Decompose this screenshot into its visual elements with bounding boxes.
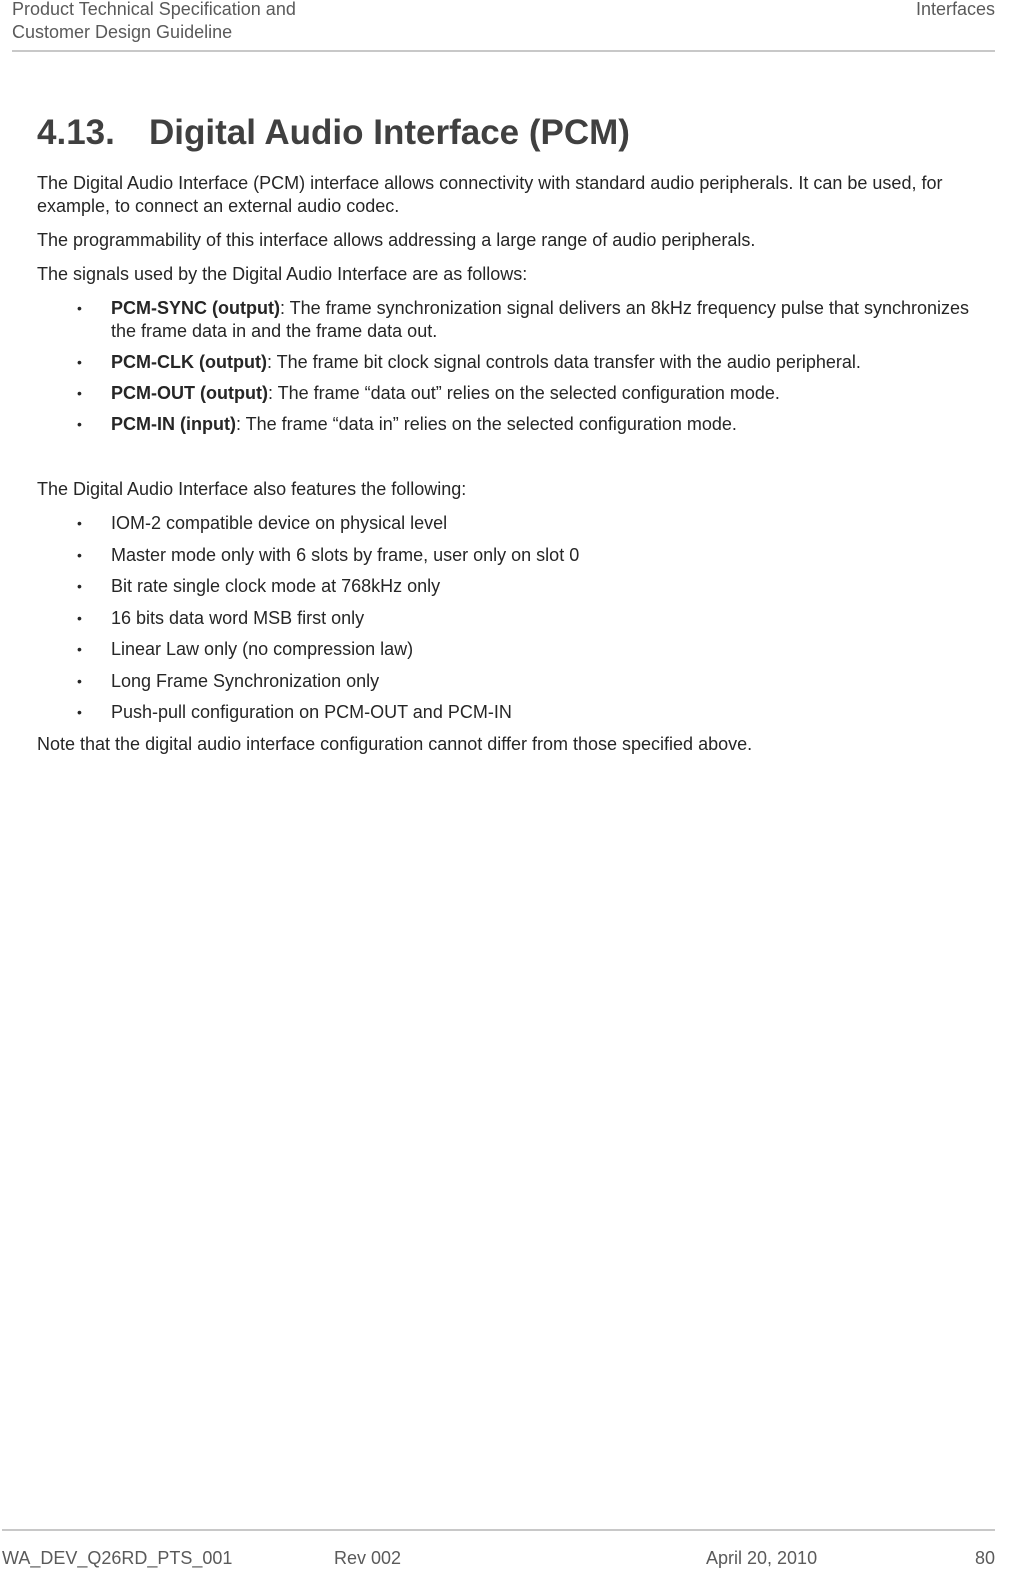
signal-description: : The frame “data out” relies on the selected configuration mode. xyxy=(267,383,780,403)
signal-description: : The frame “data in” relies on the selected configuration mode. xyxy=(235,414,737,434)
bullet-icon: • xyxy=(77,546,82,563)
signal-name: PCM-IN (input) xyxy=(111,414,236,434)
footer-date: April 20, 2010 xyxy=(706,1548,818,1568)
feature-item xyxy=(37,670,969,693)
feature-text: Linear Law only (no compression law) xyxy=(111,639,414,659)
intro-paragraph: The Digital Audio Interface (PCM) interface allows connectivity with standard audio peripherals. It can be used, for example, to connect an external audio codec. xyxy=(37,173,943,216)
bullet-icon: • xyxy=(77,641,82,657)
feature-text: Long Frame Synchronization only xyxy=(111,670,380,691)
bullet-icon: • xyxy=(77,704,82,720)
features-intro-paragraph: The Digital Audio Interface also features the following: xyxy=(37,479,467,499)
header-title-line-1: Product Technical Specification and xyxy=(12,0,296,19)
bullet-icon: • xyxy=(77,300,82,316)
feature-item xyxy=(37,575,969,598)
section-number: 4.13. xyxy=(37,113,115,152)
footer-revision: Rev 002 xyxy=(334,1548,402,1568)
signal-name: PCM-CLK (output) xyxy=(111,352,267,372)
bullet-icon: • xyxy=(77,354,82,370)
page-content xyxy=(37,110,969,767)
feature-item xyxy=(37,701,969,724)
signals-list xyxy=(37,297,969,436)
signal-item xyxy=(37,351,969,374)
header-chapter-name: Interfaces xyxy=(915,0,995,19)
feature-text: IOM-2 compatible device on physical level xyxy=(111,513,448,533)
signal-item xyxy=(37,297,969,343)
section-heading xyxy=(37,110,969,156)
signals-intro-paragraph: The signals used by the Digital Audio Interface are as follows: xyxy=(37,264,528,284)
signal-description: : The frame synchronization signal delivers an 8kHz frequency pulse that synchronizes the frame data in and the frame data out. xyxy=(111,298,969,341)
feature-text: 16 bits data word MSB first only xyxy=(111,607,365,628)
feature-item xyxy=(37,638,969,661)
bullet-icon: • xyxy=(77,385,82,401)
signal-item xyxy=(37,382,969,405)
bullet-icon: • xyxy=(77,515,82,531)
page-footer xyxy=(2,1529,995,1585)
bullet-icon: • xyxy=(77,609,82,626)
signal-item xyxy=(37,413,969,436)
feature-text: Master mode only with 6 slots by frame, user only on slot 0 xyxy=(111,544,580,565)
footer-page-number: 80 xyxy=(974,1548,995,1568)
page-header xyxy=(12,0,995,52)
footer-document-id: WA_DEV_Q26RD_PTS_001 xyxy=(2,1548,233,1568)
bullet-icon: • xyxy=(77,672,82,689)
section-title: Digital Audio Interface (PCM) xyxy=(149,113,630,152)
feature-item xyxy=(37,512,969,535)
feature-item xyxy=(37,544,969,567)
features-list xyxy=(37,512,969,724)
note-paragraph: Note that the digital audio interface configuration cannot differ from those specified above. xyxy=(37,733,753,754)
feature-text: Bit rate single clock mode at 768kHz only xyxy=(111,576,441,596)
bullet-icon: • xyxy=(77,578,82,594)
feature-item xyxy=(37,607,969,630)
signal-name: PCM-OUT (output) xyxy=(111,383,268,403)
header-title-line-2: Customer Design Guideline xyxy=(12,22,233,42)
header-document-title xyxy=(12,0,296,44)
feature-text: Push-pull configuration on PCM-OUT and PCM-IN xyxy=(111,702,512,722)
signal-description: : The frame bit clock signal controls data transfer with the audio peripheral. xyxy=(266,352,861,372)
spacer xyxy=(37,444,969,478)
signal-name: PCM-SYNC (output) xyxy=(111,298,280,318)
bullet-icon: • xyxy=(77,416,82,432)
programmability-paragraph: The programmability of this interface allows addressing a large range of audio peripherals. xyxy=(37,230,756,250)
